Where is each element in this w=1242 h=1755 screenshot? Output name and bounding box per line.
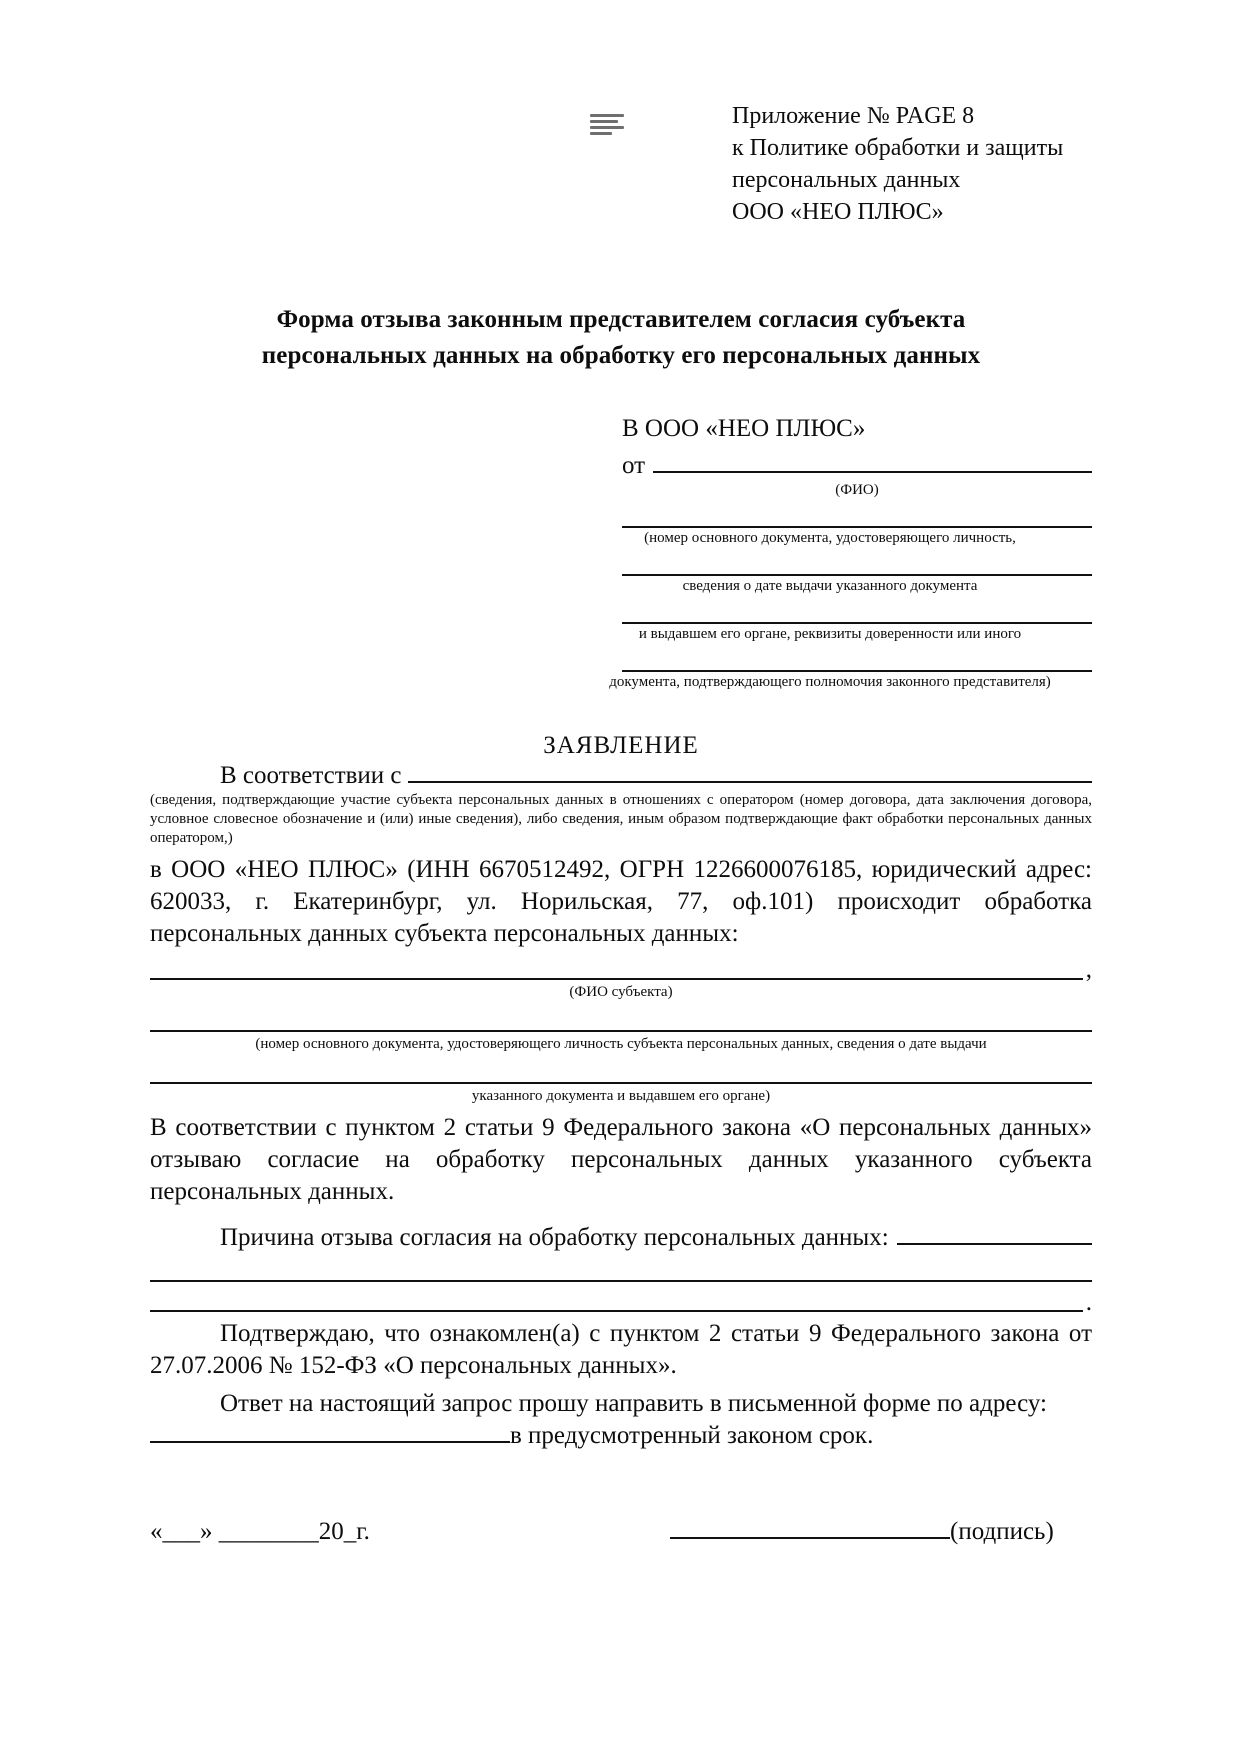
signature-caption: (подпись) (950, 1518, 1054, 1545)
doc-number-caption: (номер основного документа, удостоверяющего личность, (644, 530, 1016, 546)
signature-block (670, 1516, 1054, 1546)
signature-input-line[interactable] (670, 1516, 950, 1539)
answer-request-text: Ответ на настоящий запрос прошу направить в письменной форме по адресу: (220, 1390, 1047, 1417)
reason-input-line-1[interactable] (897, 1222, 1092, 1245)
appendix-number: Приложение № PAGE 8 (732, 103, 975, 129)
statement-fineprint: (сведения, подтверждающие участие субъекта персональных данных в отношениях с оператором (номер договора, дата заключения договора, условное словесное обозначение и (или) иные сведения), либо сведения, иным образом подтверждающие факт обработки персональных данных оператором,) (150, 792, 1092, 846)
answer-address-tail: в предусмотренный законом срок. (510, 1422, 874, 1449)
statement-body-2: В соответствии с пунктом 2 статьи 9 Федерального закона «О персональных данных» отзываю согласие на обработку персональных данных указанного субъекта персональных данных. (150, 1114, 1092, 1205)
doc-number-input-line[interactable] (622, 500, 1092, 528)
doc-authority-input-line[interactable] (622, 644, 1092, 672)
subject-doc-input-line-1[interactable] (150, 1002, 1092, 1032)
subject-fio-comma: , (1085, 956, 1092, 983)
statement-heading: ЗАЯВЛЕНИЕ (543, 732, 699, 759)
reason-lead: Причина отзыва согласия на обработку персональных данных: (220, 1224, 889, 1251)
doc-date-input-line[interactable] (622, 548, 1092, 576)
page-title (150, 302, 1092, 374)
subject-fio-caption: (ФИО субъекта) (569, 984, 673, 1000)
doc-issuer-input-line[interactable] (622, 596, 1092, 624)
answer-address-input-line[interactable] (150, 1420, 510, 1443)
addressee-to: В ООО «НЕО ПЛЮС» (622, 415, 866, 442)
statement-intro-input-line[interactable] (408, 760, 1092, 783)
subject-doc-caption-2: указанного документа и выдавшем его органе) (471, 1088, 771, 1104)
appendix-company: ООО «НЕО ПЛЮС» (732, 199, 944, 225)
answer-address-row (150, 1420, 1092, 1450)
signature-row (150, 1516, 1092, 1546)
reason-row-3 (150, 1282, 1092, 1316)
reason-input-line-2[interactable] (150, 1252, 1092, 1282)
fio-caption: (ФИО) (835, 482, 879, 498)
subject-doc-caption-1: (номер основного документа, удостоверяющего личность субъекта персональных данных, сведения о дате выдачи (255, 1036, 987, 1052)
reason-period: . (1085, 1289, 1092, 1316)
document-mark-icon (590, 114, 680, 138)
confirmation-text: Подтверждаю, что ознакомлен(а) с пунктом 2 статьи 9 Федерального закона от 27.07.2006 № 152-ФЗ «О персональных данных». (150, 1320, 1092, 1379)
statement-intro-lead: В соответствии с (220, 762, 402, 789)
page-title-line-1: Форма отзыва законным представителем согласия субъекта (276, 306, 966, 333)
subject-fio-input-line[interactable] (150, 950, 1083, 980)
reason-row (150, 1222, 1092, 1252)
appendix-policy-line-2: персональных данных (732, 167, 961, 193)
statement-intro-row (150, 760, 1092, 790)
addressee-from-row (150, 449, 1092, 480)
signature-date[interactable]: «___» ________20_г. (150, 1518, 370, 1545)
subject-fio-row (150, 950, 1092, 983)
from-label: от (622, 452, 646, 479)
reason-input-line-3[interactable] (150, 1282, 1083, 1312)
document-header (150, 100, 1092, 228)
appendix-reference (732, 100, 1063, 228)
doc-issuer-caption: и выдавшем его органе, реквизиты доверенности или иного (638, 626, 1022, 642)
page-title-line-2: персональных данных на обработку его персональных данных (261, 342, 981, 369)
subject-doc-input-line-2[interactable] (150, 1054, 1092, 1084)
appendix-policy-line-1: к Политике обработки и защиты (732, 135, 1064, 161)
from-fio-input-line[interactable] (653, 449, 1092, 473)
doc-authority-caption: документа, подтверждающего полномочия законного представителя) (609, 674, 1051, 690)
statement-body-1: в ООО «НЕО ПЛЮС» (ИНН 6670512492, ОГРН 1226600076185, юридический адрес: 620033, г. Екатеринбург, ул. Норильская, 77, оф.101) происходит обработка персональных данных субъекта персональных данных: (150, 856, 1092, 947)
doc-date-caption: сведения о дате выдачи указанного документа (682, 578, 978, 594)
